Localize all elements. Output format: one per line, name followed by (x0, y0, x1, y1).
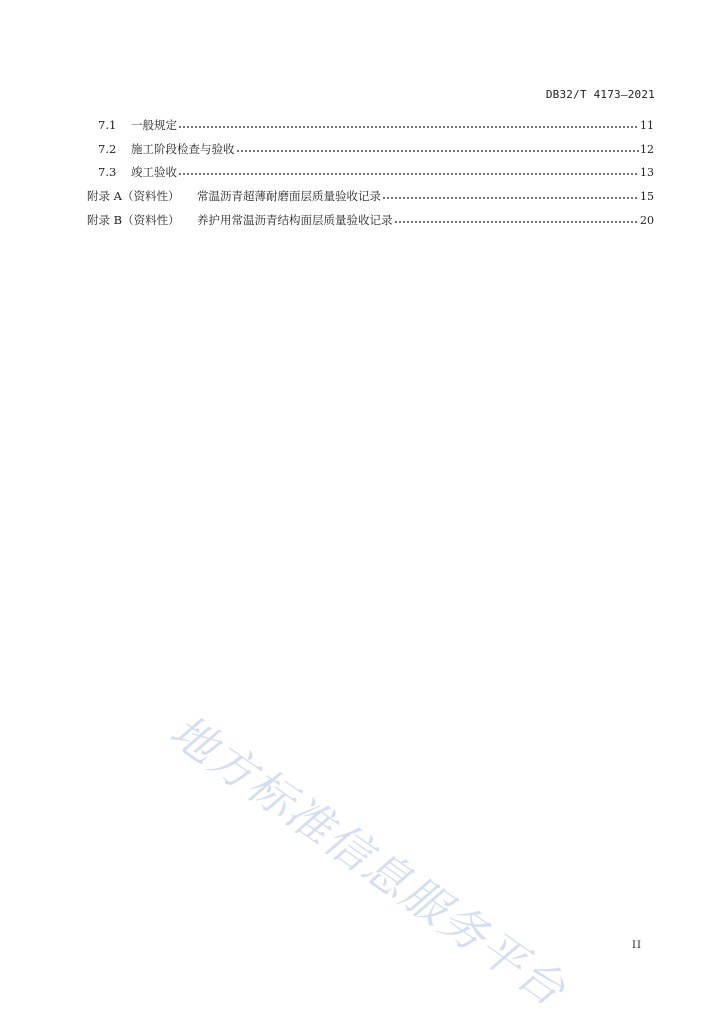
toc-number: 7.3 (98, 165, 117, 179)
toc-leader-dots (178, 166, 639, 178)
toc-leader-dots (382, 190, 639, 202)
toc-leader-dots (394, 214, 640, 226)
toc-number: 7.1 (98, 118, 117, 132)
toc-title: 竣工验收 (131, 165, 177, 179)
toc-entry-7-2[interactable] (98, 141, 654, 157)
page-number: II (632, 940, 642, 951)
toc-page-number: 11 (640, 119, 654, 132)
standard-code: DB32/T 4173—2021 (545, 88, 655, 101)
toc-entry-7-3[interactable] (98, 164, 654, 180)
toc-title: 常温沥青超薄耐磨面层质量验收记录 (197, 189, 381, 203)
toc-page-number: 12 (640, 143, 654, 156)
toc-entry-appendix-a[interactable] (87, 188, 654, 204)
toc-entry-appendix-b[interactable] (87, 212, 654, 228)
toc-leader-dots (178, 119, 639, 131)
toc-page-number: 13 (640, 166, 654, 179)
toc-number: 附录 B（资料性） (87, 213, 180, 227)
toc-number: 附录 A（资料性） (87, 189, 180, 203)
toc-leader-dots (236, 143, 640, 155)
watermark: 地方标准信息服务平台 (160, 704, 576, 1018)
toc-number: 7.2 (98, 142, 117, 156)
toc-page-number: 20 (640, 214, 654, 227)
toc-entry-7-1[interactable] (98, 117, 654, 133)
toc-title: 一般规定 (131, 118, 177, 132)
toc-title: 施工阶段检查与验收 (131, 142, 235, 156)
toc-page-number: 15 (640, 190, 654, 203)
toc-title: 养护用常温沥青结构面层质量验收记录 (197, 213, 393, 227)
